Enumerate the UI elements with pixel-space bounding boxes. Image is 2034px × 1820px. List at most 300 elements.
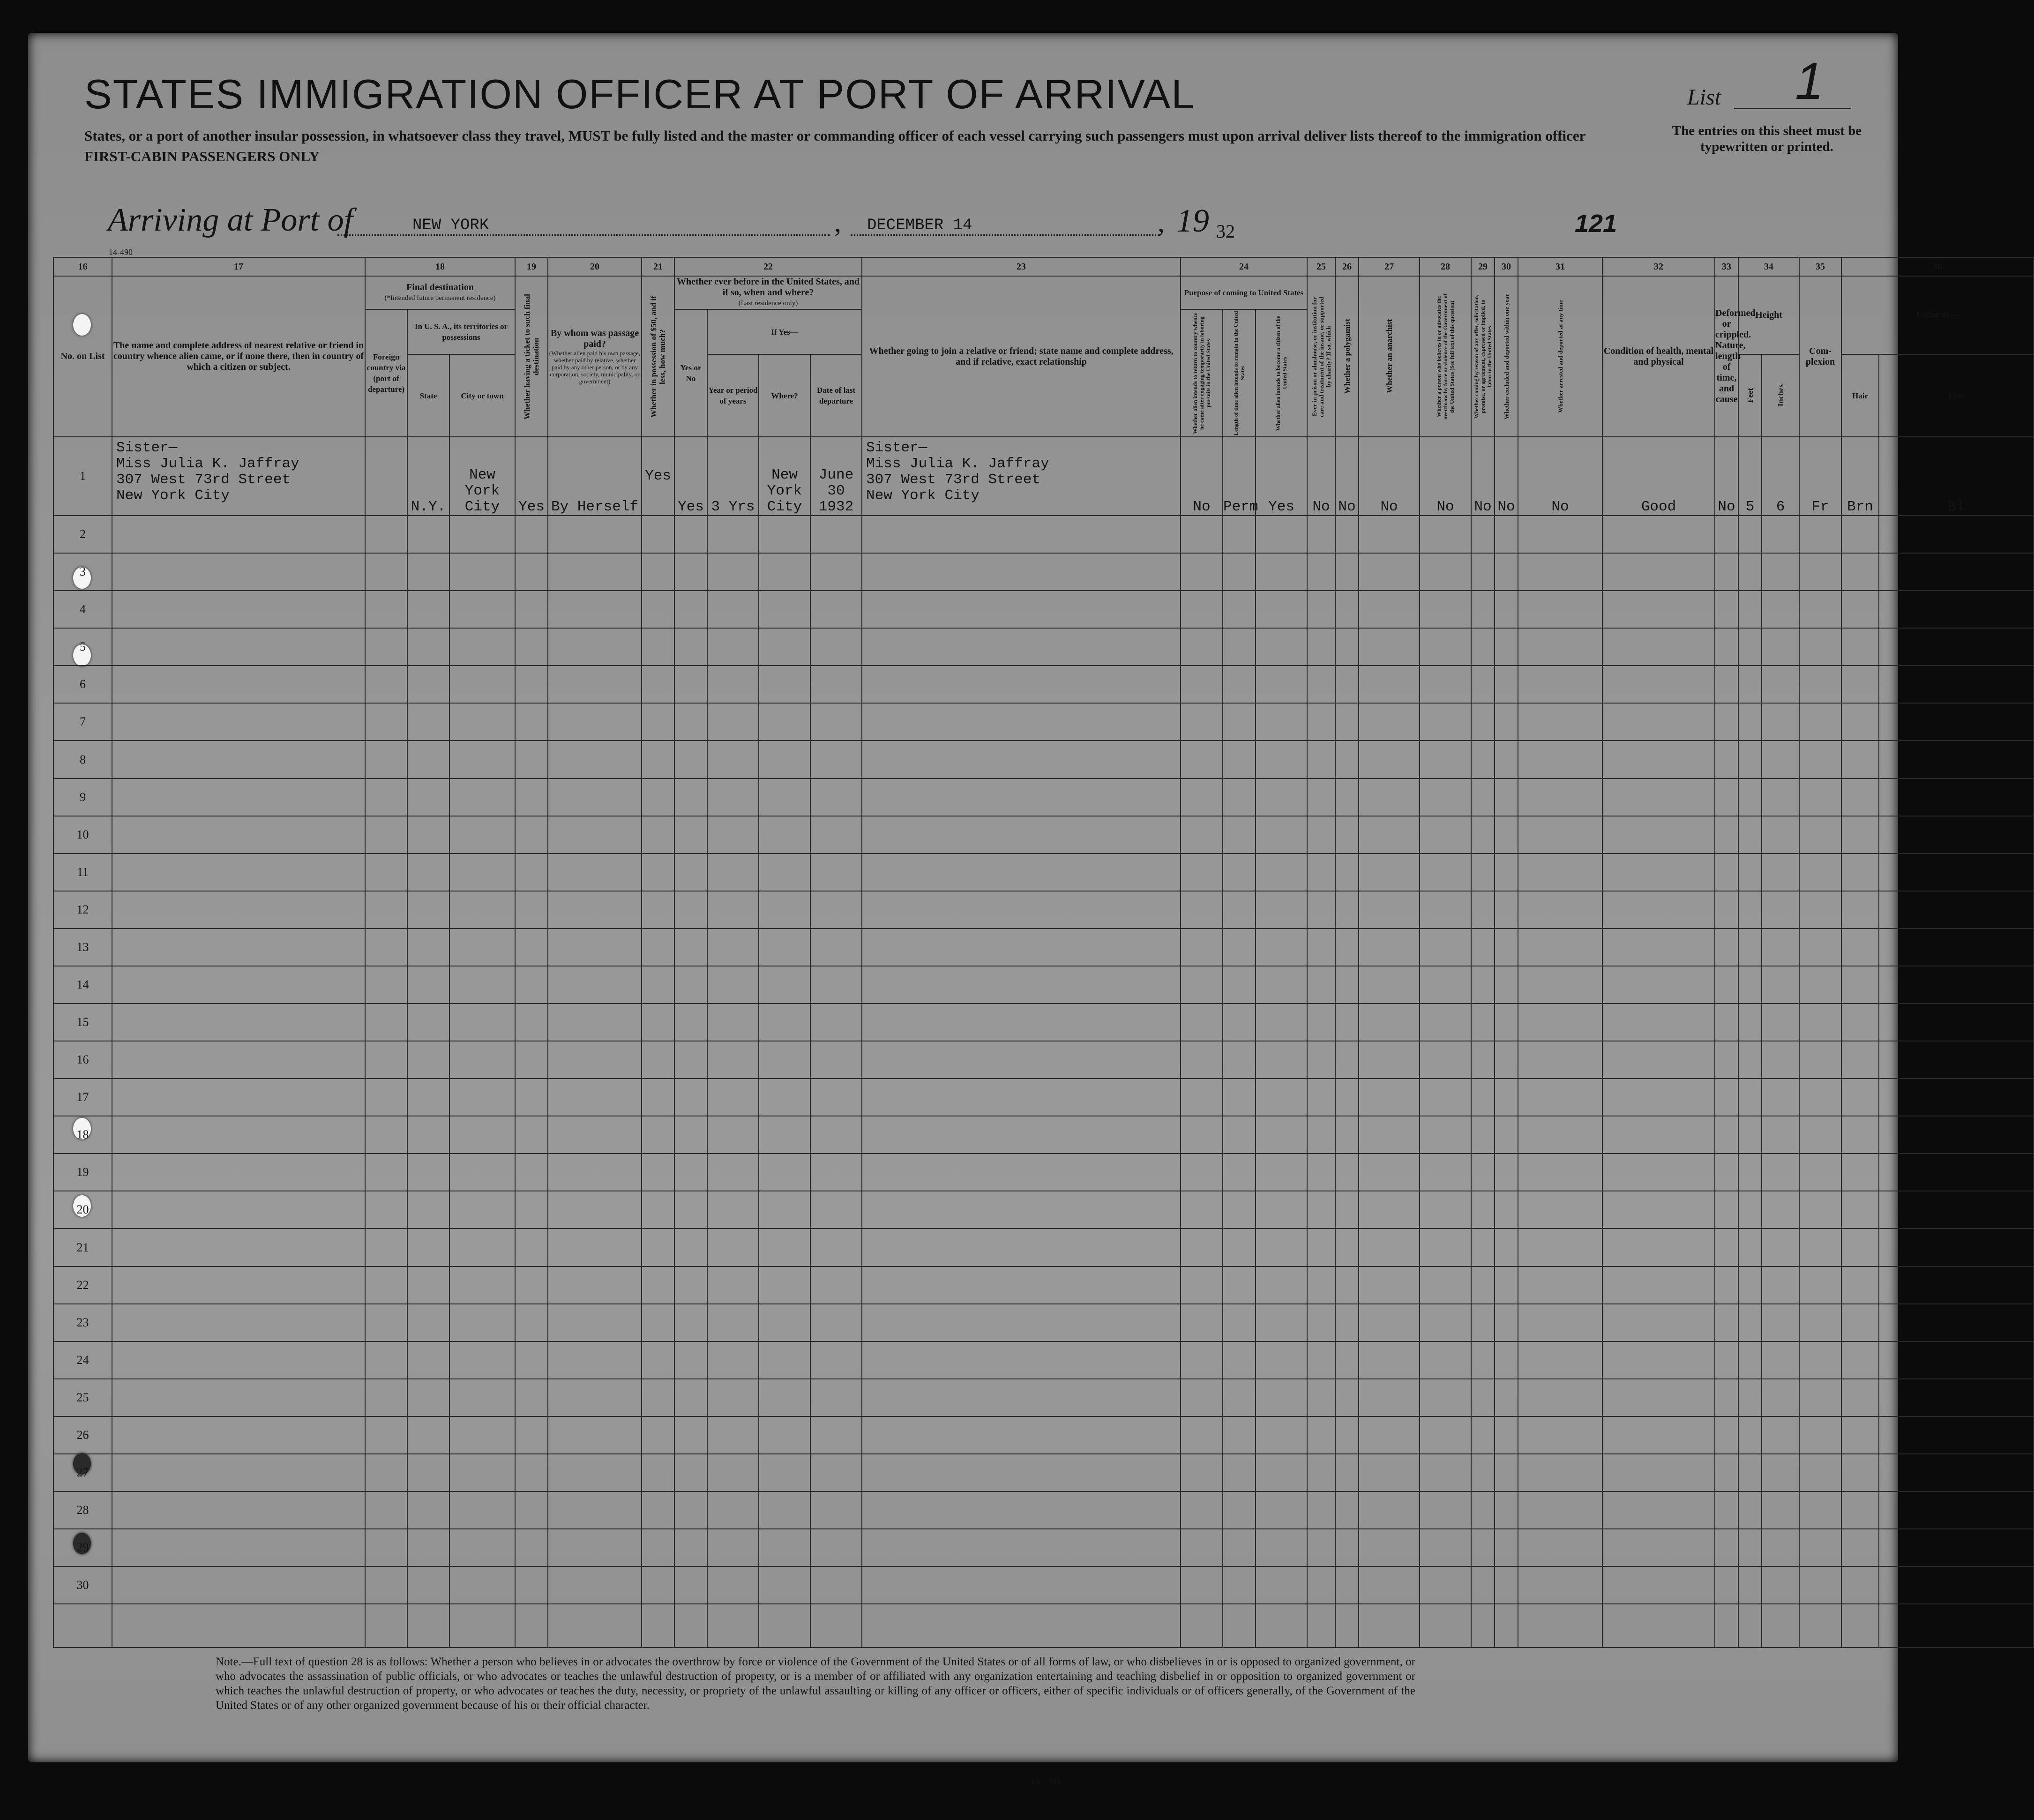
blank-cell: [759, 553, 810, 591]
blank-cell: [1359, 1304, 1420, 1341]
blank-cell: [674, 1041, 707, 1079]
blank-cell: [1307, 891, 1335, 929]
blank-cell: [1495, 1454, 1518, 1491]
blank-cell: [674, 779, 707, 816]
col-number: 28: [1420, 257, 1471, 276]
blank-cell: [1223, 516, 1256, 553]
blank-cell: [1359, 1266, 1420, 1304]
blank-cell: [1738, 779, 1762, 816]
blank-cell: [112, 966, 365, 1004]
blank-cell: [642, 1079, 674, 1116]
blank-cell: [1715, 1191, 1738, 1228]
blank-cell: [1359, 1454, 1420, 1491]
blank-cell: [449, 1079, 515, 1116]
blank-cell: [449, 1454, 515, 1491]
blank-cell: [365, 1566, 407, 1604]
blank-cell: [407, 929, 449, 966]
blank-cell: [1762, 553, 1799, 591]
blank-cell: [707, 703, 759, 741]
blank-cell: [642, 1266, 674, 1304]
header-excluded: [1495, 276, 1518, 437]
blank-cell: [1495, 703, 1518, 741]
blank-cell: [365, 1116, 407, 1153]
blank-cell: [1518, 1529, 1602, 1566]
blank-cell: [1738, 1341, 1762, 1379]
blank-cell: [1420, 1341, 1471, 1379]
blank-cell: [1738, 1379, 1762, 1416]
blank-cell: [1471, 929, 1495, 966]
blank-cell: [1879, 516, 2034, 553]
health-cell: Good: [1602, 437, 1715, 516]
blank-cell: [365, 1004, 407, 1041]
line-number: 8: [53, 741, 112, 778]
blank-cell: [862, 516, 1181, 553]
citizen-cell: Yes: [1256, 437, 1307, 516]
blank-cell: [365, 1454, 407, 1491]
blank-cell: [674, 741, 707, 778]
blank-cell: [1715, 1379, 1738, 1416]
blank-cell: [1762, 1228, 1799, 1266]
passage-note: (Whether alien paid his own passage, whether paid by relative, whether paid by any other person, or by any corporation, society, municipality, or government): [549, 350, 641, 385]
blank-cell: [759, 1041, 810, 1079]
blank-cell: [112, 1341, 365, 1379]
blank-cell: [810, 1266, 862, 1304]
blank-cell: [1602, 779, 1715, 816]
blank-cell: [1715, 1266, 1738, 1304]
blank-cell: [407, 891, 449, 929]
blank-cell: [449, 1529, 515, 1566]
header-city: City or town: [449, 354, 515, 437]
blank-cell: [1799, 1191, 1841, 1228]
blank-cell: [1738, 1041, 1762, 1079]
blank-cell: [642, 1116, 674, 1153]
blank-cell: [1841, 741, 1879, 778]
deformed-cell: No: [1715, 437, 1738, 516]
blank-cell: [1518, 1004, 1602, 1041]
line-number: 10: [53, 816, 112, 854]
blank-cell: [1762, 1191, 1799, 1228]
blank-cell: [1602, 929, 1715, 966]
blank-cell: [1495, 1266, 1518, 1304]
blank-cell: [1841, 666, 1879, 703]
blank-cell: [759, 1304, 810, 1341]
blank-cell: [707, 1379, 759, 1416]
year-suffix: 32: [1216, 221, 1235, 242]
blank-cell: [1223, 1566, 1256, 1604]
ticket-label: Whether having a ticket to such final destination: [523, 293, 541, 419]
table-row: [53, 1228, 2034, 1266]
blank-cell: [112, 1041, 365, 1079]
blank-cell: [1715, 816, 1738, 854]
blank-cell: [515, 1116, 548, 1153]
blank-cell: [707, 1153, 759, 1191]
blank-cell: [449, 741, 515, 778]
blank-cell: [1359, 703, 1420, 741]
excluded-label: Whether excluded and deported within one year: [1503, 293, 1510, 419]
blank-cell: [1335, 1191, 1359, 1228]
blank-cell: [759, 966, 810, 1004]
blank-cell: [642, 741, 674, 778]
blank-cell: [1518, 966, 1602, 1004]
blank-cell: [449, 966, 515, 1004]
header-height: Height: [1738, 276, 1799, 354]
col-number: 21: [642, 257, 674, 276]
blank-cell: [1715, 779, 1738, 816]
blank-cell: [1420, 779, 1471, 816]
blank-cell: [1181, 1566, 1223, 1604]
blank-cell: [1223, 591, 1256, 628]
header-eyes: Eyes: [1879, 354, 2034, 437]
blank-cell: [1307, 1454, 1335, 1491]
blank-cell: [112, 1566, 365, 1604]
blank-cell: [862, 666, 1181, 703]
blank-cell: [1181, 516, 1223, 553]
blank-cell: [674, 591, 707, 628]
blank-cell: [1879, 1004, 2034, 1041]
blank-cell: [674, 929, 707, 966]
blank-cell: [449, 1004, 515, 1041]
table-row: [53, 1416, 2034, 1454]
blank-cell: [1799, 1266, 1841, 1304]
blank-cell: [862, 591, 1181, 628]
final-destination-note: (*Intended future permanent residence): [384, 294, 496, 302]
date-line: [851, 234, 1160, 236]
blank-cell: [1359, 666, 1420, 703]
blank-cell: [1738, 966, 1762, 1004]
blank-cell: [1420, 1041, 1471, 1079]
blank-cell: [1420, 1266, 1471, 1304]
blank-cell: [449, 1304, 515, 1341]
blank-cell: [449, 628, 515, 666]
header-yes-no: Yes or No: [674, 309, 707, 437]
blank-cell: [1518, 1079, 1602, 1116]
blank-cell: [1495, 1491, 1518, 1529]
blank-cell: [862, 1529, 1181, 1566]
blank-cell: [1738, 1416, 1762, 1454]
blank-cell: [548, 929, 642, 966]
blank-cell: [1223, 1379, 1256, 1416]
blank-cell: [515, 591, 548, 628]
blank-cell: [112, 1416, 365, 1454]
blank-cell: [1715, 1153, 1738, 1191]
blank-cell: [1359, 628, 1420, 666]
blank-cell: [1471, 1116, 1495, 1153]
comma: ,: [834, 207, 841, 238]
blank-cell: [1307, 816, 1335, 854]
col-number: 25: [1307, 257, 1335, 276]
blank-cell: [548, 966, 642, 1004]
blank-cell: [112, 1529, 365, 1566]
blank-cell: [810, 1379, 862, 1416]
blank-cell: [642, 1191, 674, 1228]
blank-cell: [1223, 1341, 1256, 1379]
inches-label: Inches: [1776, 384, 1785, 407]
blank-cell: [1256, 854, 1307, 891]
page-title: STATES IMMIGRATION OFFICER AT PORT OF ARRIVAL: [84, 71, 1196, 117]
date-field: DECEMBER 14: [867, 217, 972, 234]
blank-cell: [1359, 1341, 1420, 1379]
blank-cell: [1223, 854, 1256, 891]
comma: ,: [1158, 207, 1165, 238]
stamp-number: 121: [1575, 210, 1617, 238]
blank-cell: [759, 1379, 810, 1416]
blank-cell: [1359, 1116, 1420, 1153]
blank-cell: [1799, 553, 1841, 591]
blank-cell: [1841, 1304, 1879, 1341]
table-row: [53, 891, 2034, 929]
blank-cell: [674, 1416, 707, 1454]
table-row: [53, 741, 2034, 778]
col-number: 24: [1181, 257, 1307, 276]
blank-cell: [515, 966, 548, 1004]
complexion-cell: Fr: [1799, 437, 1841, 516]
blank-cell: [515, 891, 548, 929]
blank-cell: [707, 816, 759, 854]
blank-cell: [1256, 929, 1307, 966]
blank-cell: [1223, 1454, 1256, 1491]
blank-cell: [862, 816, 1181, 854]
blank-cell: [449, 1191, 515, 1228]
ever-before-note: (Last residence only): [738, 300, 798, 307]
blank-cell: [862, 1491, 1181, 1529]
blank-cell: [1602, 854, 1715, 891]
blank-cell: [407, 816, 449, 854]
blank-cell: [1841, 1491, 1879, 1529]
blank-cell: [759, 741, 810, 778]
header-complexion: Com-plexion: [1799, 276, 1841, 437]
blank-cell: [862, 1266, 1181, 1304]
hair-cell: Brn: [1841, 437, 1879, 516]
blank-cell: [1879, 1266, 2034, 1304]
blank-cell: [1335, 628, 1359, 666]
blank-cell: [759, 1341, 810, 1379]
blank-cell: [548, 1191, 642, 1228]
blank-cell: [1420, 628, 1471, 666]
blank-cell: [759, 816, 810, 854]
line-number: 4: [53, 591, 112, 628]
line-number: 19: [53, 1153, 112, 1191]
blank-cell: [1738, 1116, 1762, 1153]
blank-cell: [1879, 1191, 2034, 1228]
blank-cell: [1841, 1454, 1879, 1491]
polygamist-label: Whether a polygamist: [1342, 319, 1352, 394]
blank-cell: [1841, 1379, 1879, 1416]
blank-cell: [1841, 1566, 1879, 1604]
blank-cell: [810, 854, 862, 891]
blank-cell: [1518, 1454, 1602, 1491]
table-row: [53, 553, 2034, 591]
blank-cell: [810, 1153, 862, 1191]
blank-cell: [365, 966, 407, 1004]
blank-cell: [707, 854, 759, 891]
table-row: [53, 1153, 2034, 1191]
blank-cell: [548, 1566, 642, 1604]
blank-cell: [674, 1228, 707, 1266]
blank-cell: [862, 741, 1181, 778]
blank-cell: [707, 516, 759, 553]
blank-cell: [1715, 1004, 1738, 1041]
blank-cell: [1420, 929, 1471, 966]
blank-cell: [674, 1153, 707, 1191]
blank-cell: [1841, 553, 1879, 591]
header-ticket: [515, 276, 548, 437]
blank-cell: [1841, 516, 1879, 553]
header-fifty-dollars: [642, 276, 674, 437]
blank-cell: [365, 1079, 407, 1116]
blank-cell: [1762, 1079, 1799, 1116]
blank-cell: [707, 1341, 759, 1379]
blank-cell: [1602, 1116, 1715, 1153]
blank-cell: [759, 1153, 810, 1191]
blank-cell: [707, 1529, 759, 1566]
blank-cell: [112, 1079, 365, 1116]
blank-cell: [407, 1416, 449, 1454]
blank-cell: [515, 1379, 548, 1416]
blank-cell: [1471, 816, 1495, 854]
blank-cell: [862, 1041, 1181, 1079]
blank-cell: [1359, 966, 1420, 1004]
arriving-label: Arriving at Port of: [108, 202, 353, 238]
blank-cell: [674, 1191, 707, 1228]
blank-cell: [548, 1416, 642, 1454]
list-number: 1: [1795, 52, 1824, 110]
blank-cell: [810, 1491, 862, 1529]
blank-cell: [1471, 516, 1495, 553]
blank-cell: [1307, 1228, 1335, 1266]
blank-cell: [1307, 1379, 1335, 1416]
blank-cell: [1738, 591, 1762, 628]
blank-cell: [1181, 816, 1223, 854]
blank-cell: [1518, 741, 1602, 778]
blank-cell: [407, 1079, 449, 1116]
blank-cell: [1223, 966, 1256, 1004]
blank-cell: [1841, 628, 1879, 666]
blank-cell: [1715, 854, 1738, 891]
blank-cell: [1471, 1491, 1495, 1529]
blank-cell: [1420, 966, 1471, 1004]
table-row: [53, 516, 2034, 553]
col-number: 31: [1518, 257, 1602, 276]
blank-cell: [407, 741, 449, 778]
blank-cell: [1307, 591, 1335, 628]
blank-cell: [1307, 929, 1335, 966]
blank-cell: [515, 1266, 548, 1304]
blank-cell: [1762, 891, 1799, 929]
blank-cell: [1799, 1041, 1841, 1079]
blank-cell: [1799, 666, 1841, 703]
blank-cell: [1518, 1341, 1602, 1379]
line-number: 1: [53, 437, 112, 516]
blank-cell: [1495, 1379, 1518, 1416]
blank-cell: [1738, 1304, 1762, 1341]
blank-cell: [1256, 1566, 1307, 1604]
blank-cell: [674, 703, 707, 741]
blank-cell: [365, 1266, 407, 1304]
blank-cell: [1335, 703, 1359, 741]
blank-cell: [1256, 741, 1307, 778]
blank-cell: [1335, 1004, 1359, 1041]
blank-cell: [1799, 816, 1841, 854]
col-number: 29: [1471, 257, 1495, 276]
col-number: 23: [862, 257, 1181, 276]
blank-cell: [642, 779, 674, 816]
line-number: 15: [53, 1004, 112, 1041]
blank-cell: [112, 628, 365, 666]
col-number: 32: [1602, 257, 1715, 276]
blank-cell: [1738, 1191, 1762, 1228]
blank-cell: [1518, 666, 1602, 703]
blank-cell: [112, 741, 365, 778]
blank-cell: [515, 1529, 548, 1566]
header-arrested: [1518, 276, 1602, 437]
blank-cell: [862, 1004, 1181, 1041]
blank-cell: [1471, 1454, 1495, 1491]
blank-cell: [642, 966, 674, 1004]
blank-cell: [1762, 516, 1799, 553]
blank-cell: [1307, 1153, 1335, 1191]
blank-cell: [515, 816, 548, 854]
blank-cell: [407, 516, 449, 553]
blank-cell: [707, 929, 759, 966]
blank-cell: [810, 1529, 862, 1566]
blank-cell: [1335, 854, 1359, 891]
blank-cell: [674, 1529, 707, 1566]
blank-cell: [642, 628, 674, 666]
blank-cell: [1181, 1454, 1223, 1491]
blank-cell: [1841, 816, 1879, 854]
blank-cell: [1335, 1304, 1359, 1341]
header-labor: [1471, 276, 1495, 437]
blank-cell: [707, 1266, 759, 1304]
blank-cell: [1762, 1116, 1799, 1153]
blank-cell: [1223, 1116, 1256, 1153]
blank-cell: [1256, 553, 1307, 591]
table-row: [53, 966, 2034, 1004]
header-purpose: Purpose of coming to United States: [1181, 276, 1307, 309]
blank-cell: [1799, 1304, 1841, 1341]
blank-cell: [1495, 1191, 1518, 1228]
col-number: 36: [1841, 257, 2034, 276]
blank-cell: [1181, 1116, 1223, 1153]
blank-cell: [1223, 1491, 1256, 1529]
blank-cell: [810, 779, 862, 816]
ever-before-label: Whether ever before in the United States, and if so, when and where?: [677, 277, 860, 298]
header-hair: Hair: [1841, 354, 1879, 437]
blank-cell: [1256, 1191, 1307, 1228]
relative-address-cell: Sister— Miss Julia K. Jaffray 307 West 73rd Street New York City: [112, 437, 365, 516]
blank-cell: [1799, 703, 1841, 741]
blank-cell: [1841, 1079, 1879, 1116]
blank-cell: [1762, 1491, 1799, 1529]
blank-cell: [1420, 1004, 1471, 1041]
blank-cell: [1307, 1041, 1335, 1079]
blank-cell: [810, 591, 862, 628]
blank-cell: [1471, 553, 1495, 591]
blank-cell: [642, 1041, 674, 1079]
blank-cell: [1518, 1041, 1602, 1079]
blank-cell: [1879, 1341, 2034, 1379]
where-cell: New York City: [759, 437, 810, 516]
blank-cell: [1841, 1191, 1879, 1228]
blank-cell: [1420, 741, 1471, 778]
blank-cell: [1307, 1004, 1335, 1041]
blank-cell: [1307, 1191, 1335, 1228]
blank-cell: [1879, 1079, 2034, 1116]
blank-cell: [1602, 1491, 1715, 1529]
blank-cell: [112, 929, 365, 966]
blank-cell: [1518, 1228, 1602, 1266]
blank-cell: [1307, 854, 1335, 891]
